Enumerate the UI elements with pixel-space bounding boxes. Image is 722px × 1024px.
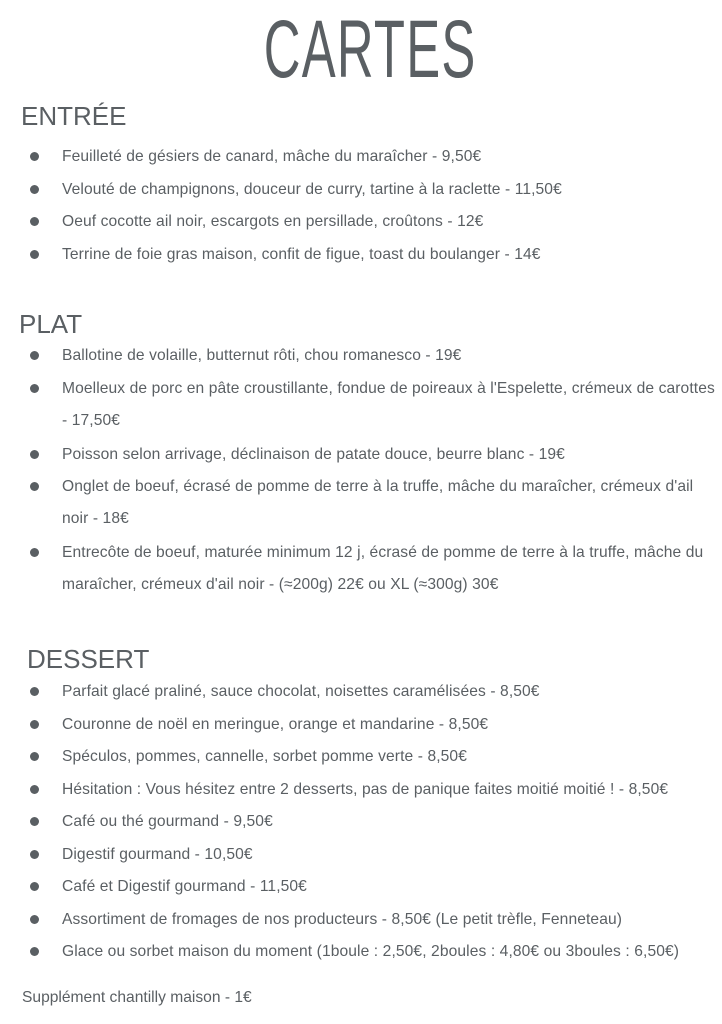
menu-item-text: Terrine de foie gras maison, confit de figue, toast du boulanger - 14€ [62,245,541,263]
section-heading-plat: PLAT [19,309,83,339]
plat-list [26,340,716,603]
entree-list [26,141,716,271]
menu-item-text: Entrecôte de boeuf, maturée minimum 12 j, écrasé de pomme de terre à la truffe, mâche du maraîcher, crémeux d'ail noir - (≈200g) 22€ ou XL (≈300g) 30€ [62,544,704,593]
menu-item-text: Couronne de noël en meringue, orange et mandarine - 8,50€ [62,715,489,733]
menu-item-text: Hésitation : Vous hésitez entre 2 desserts, pas de panique faites moitié moitié ! - 8,50€ [62,780,669,798]
list-item [26,141,716,174]
list-item [26,340,716,373]
bullet-icon [30,785,39,794]
bullet-icon [30,752,39,761]
list-item [26,709,716,742]
bullet-icon [30,548,39,557]
list-item [26,871,716,904]
dessert-list [26,676,716,969]
list-item [26,239,716,272]
list-item [26,904,716,937]
bullet-icon [30,152,39,161]
bullet-icon [30,482,39,491]
list-item [26,774,716,807]
bullet-icon [30,351,39,360]
bullet-icon [30,817,39,826]
bullet-icon [30,947,39,956]
bullet-icon [30,450,39,459]
menu-item-text: Velouté de champignons, douceur de curry, tartine à la raclette - 11,50€ [62,180,562,198]
list-item [26,373,716,439]
section-heading-dessert: DESSERT [27,644,150,674]
bullet-icon [30,217,39,226]
page-title: CARTES [263,4,477,95]
bullet-icon [30,687,39,696]
footer-note: Supplément chantilly maison - 1€ [22,989,252,1006]
menu-item-text: Onglet de boeuf, écrasé de pomme de terre à la truffe, mâche du maraîcher, crémeux d'ail noir - 18€ [62,478,694,527]
menu-item-text: Parfait glacé praliné, sauce chocolat, noisettes caramélisées - 8,50€ [62,683,540,700]
menu-item-text: Feuilleté de gésiers de canard, mâche du maraîcher - 9,50€ [62,148,482,165]
menu-item-text: Assortiment de fromages de nos producteurs - 8,50€ (Le petit trèfle, Fenneteau) [62,910,623,928]
bullet-icon [30,850,39,859]
list-item [26,537,716,603]
bullet-icon [30,185,39,194]
menu-item-text: Café ou thé gourmand - 9,50€ [62,813,273,830]
list-item [26,206,716,239]
list-item [26,936,716,969]
menu-item-text: Moelleux de porc en pâte croustillante, fondue de poireaux à l'Espelette, crémeux de carottes - 17,50€ [62,379,715,429]
list-item [26,676,716,709]
list-item [26,174,716,207]
list-item [26,839,716,872]
menu-item-text: Oeuf cocotte ail noir, escargots en persillade, croûtons - 12€ [62,213,484,230]
menu-item-text: Spéculos, pommes, cannelle, sorbet pomme verte - 8,50€ [62,748,467,765]
bullet-icon [30,882,39,891]
menu-item-text: Ballotine de volaille, butternut rôti, chou romanesco - 19€ [62,347,462,364]
bullet-icon [30,915,39,924]
menu-item-text: Poisson selon arrivage, déclinaison de patate douce, beurre blanc - 19€ [62,445,565,463]
menu-item-text: Glace ou sorbet maison du moment (1boule : 2,50€, 2boules : 4,80€ ou 3boules : 6,50€) [62,943,680,960]
list-item [26,439,716,472]
menu-item-text: Digestif gourmand - 10,50€ [62,845,253,863]
list-item [26,471,716,537]
bullet-icon [30,720,39,729]
section-heading-entree: ENTRÉE [21,101,127,131]
list-item [26,741,716,774]
menu-item-text: Café et Digestif gourmand - 11,50€ [62,878,307,895]
list-item [26,806,716,839]
bullet-icon [30,384,39,393]
bullet-icon [30,250,39,259]
